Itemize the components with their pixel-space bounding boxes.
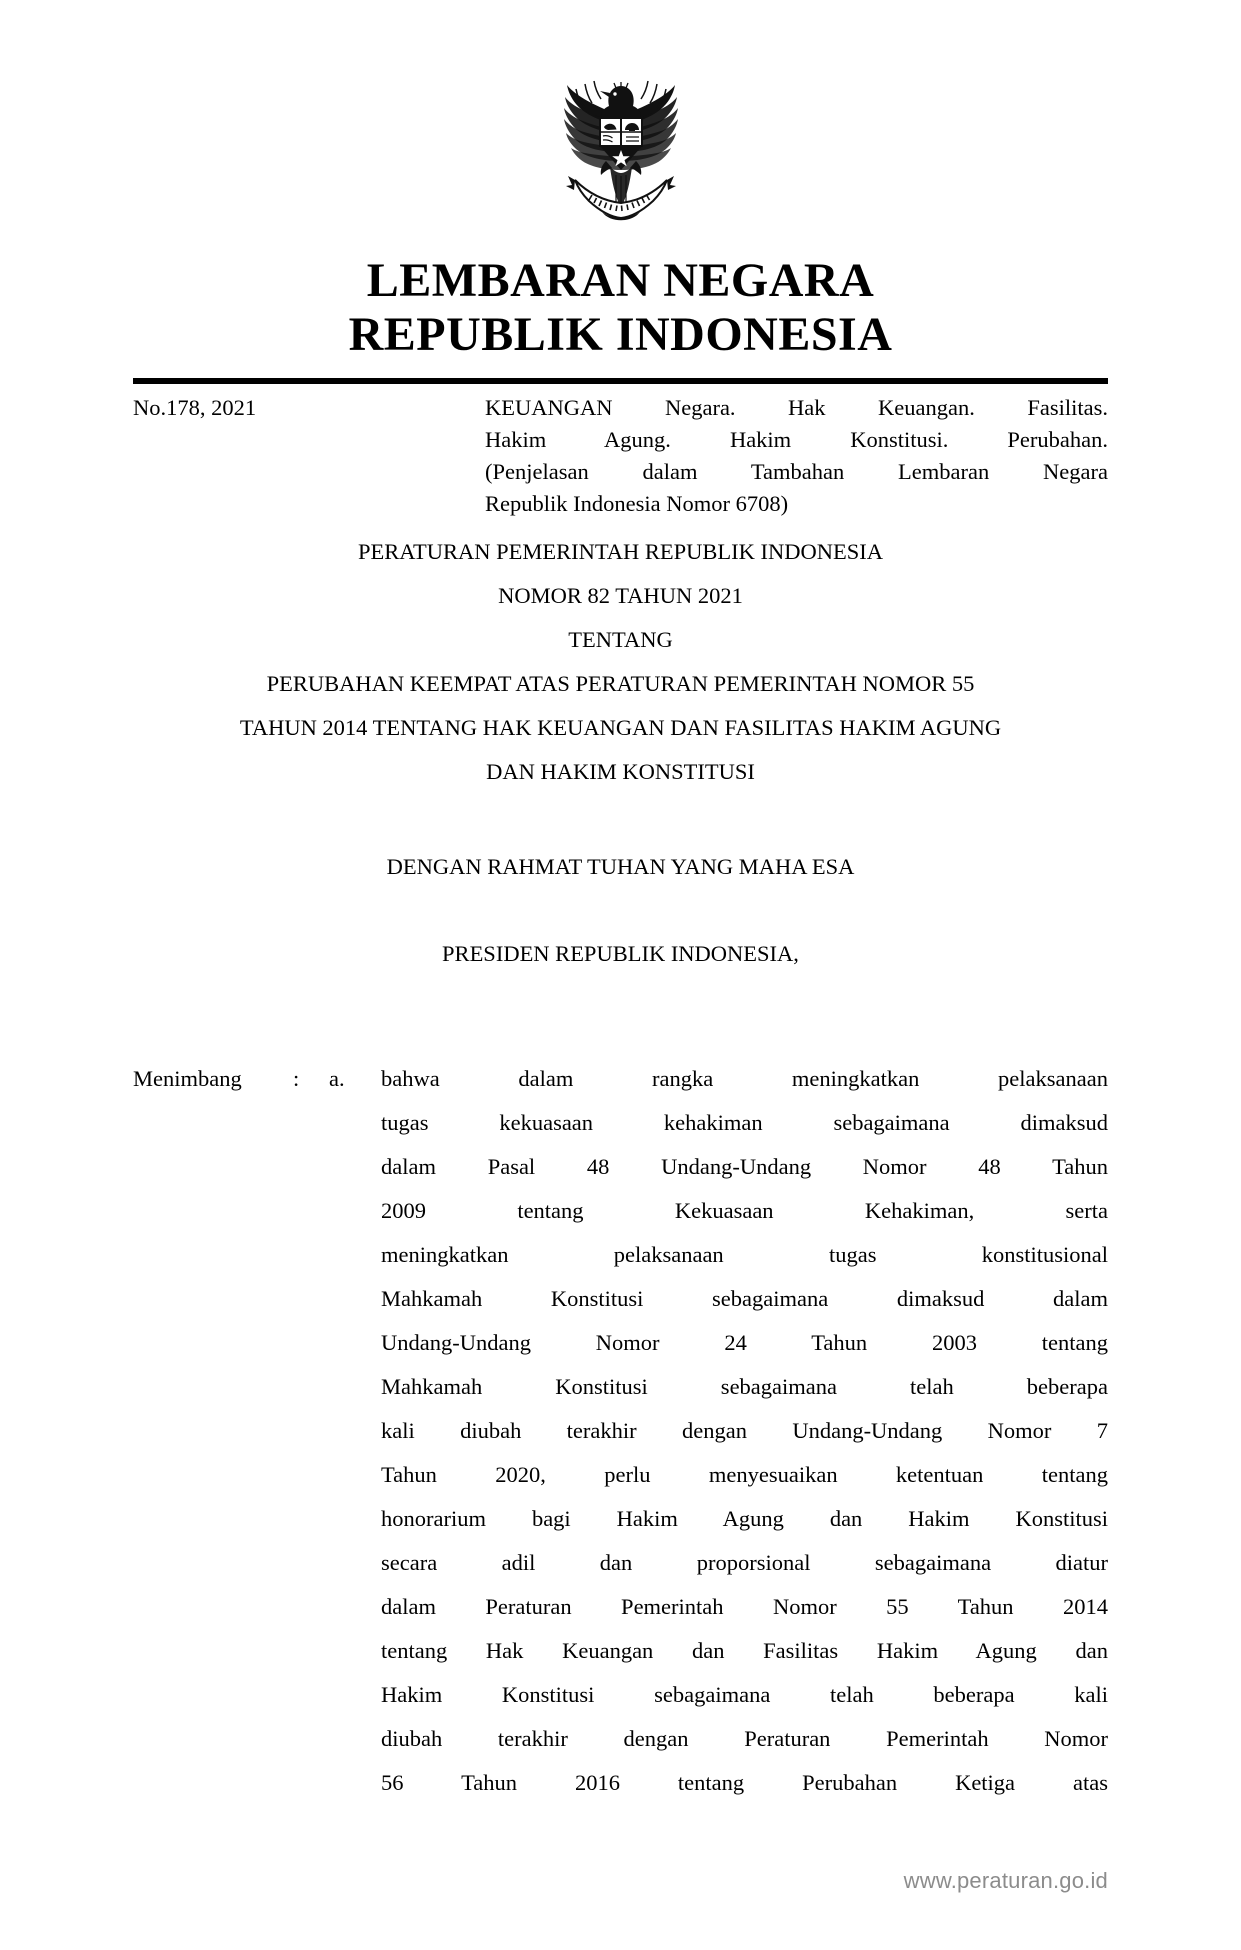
considerans-body-line: tentang Hak Keuangan dan Fasilitas Hakim Agung dan bbox=[381, 1638, 1108, 1663]
considerans-body-line: Tahun 2020, perlu menyesuaikan ketentuan tentang bbox=[381, 1462, 1108, 1487]
considerans-body-line: 2009 tentang Kekuasaan Kehakiman, serta bbox=[381, 1198, 1108, 1223]
invocation-text: DENGAN RAHMAT TUHAN YANG MAHA ESA bbox=[386, 854, 855, 879]
regulation-subject-line: PERUBAHAN KEEMPAT ATAS PERATURAN PEMERINTAH NOMOR 55 bbox=[266, 671, 975, 696]
considerans-body-line: kali diubah terakhir dengan Undang-Undang Nomor 7 bbox=[381, 1418, 1108, 1443]
gazette-descriptor-line: (Penjelasan dalam Tambahan Lembaran Negara bbox=[485, 458, 1108, 484]
regulation-number: NOMOR 82 TAHUN 2021 bbox=[498, 583, 743, 608]
about-label: TENTANG bbox=[568, 627, 673, 652]
gazette-metadata bbox=[133, 392, 1108, 520]
gazette-descriptor-line: Republik Indonesia Nomor 6708) bbox=[485, 490, 789, 516]
considerans-item-letter: a. bbox=[329, 1066, 345, 1091]
masthead bbox=[0, 62, 1241, 362]
gazette-descriptor-line: KEUANGAN Negara. Hak Keuangan. Fasilitas. bbox=[485, 395, 1108, 420]
considerans-body-line: 56 Tahun 2016 tentang Perubahan Ketiga atas bbox=[381, 1770, 1108, 1795]
footer-watermark: www.peraturan.go.id bbox=[903, 1868, 1108, 1893]
considerans-body-line: Undang-Undang Nomor 24 Tahun 2003 tentang bbox=[381, 1330, 1108, 1355]
considerans-body-line: diubah terakhir dengan Peraturan Pemerintah Nomor bbox=[381, 1726, 1108, 1751]
considerans-body-line: Mahkamah Konstitusi sebagaimana dimaksud dalam bbox=[381, 1286, 1108, 1311]
gazette-descriptor-line: Hakim Agung. Hakim Konstitusi. Perubahan. bbox=[485, 426, 1108, 452]
considerans-colon: : bbox=[293, 1066, 300, 1091]
considerans-body bbox=[381, 1057, 1108, 1805]
considerans-body-line: secara adil dan proporsional sebagaimana diatur bbox=[381, 1550, 1108, 1575]
president-line: PRESIDEN REPUBLIK INDONESIA, bbox=[442, 941, 799, 966]
gazette-descriptor bbox=[485, 392, 1108, 520]
considerans-body-line: Mahkamah Konstitusi sebagaimana telah beberapa bbox=[381, 1374, 1108, 1399]
masthead-title bbox=[0, 254, 1241, 362]
considerans-body-line: Hakim Konstitusi sebagaimana telah beberapa kali bbox=[381, 1682, 1108, 1707]
issuing-authority: PERATURAN PEMERINTAH REPUBLIK INDONESIA bbox=[357, 539, 884, 564]
considerans-section bbox=[133, 1057, 1108, 1805]
regulation-subject-line: TAHUN 2014 TENTANG HAK KEUANGAN DAN FASILITAS HAKIM AGUNG bbox=[239, 715, 1002, 740]
considerans-body-line: bahwa dalam rangka meningkatkan pelaksanaan bbox=[381, 1066, 1108, 1091]
considerans-body-line: dalam Pasal 48 Undang-Undang Nomor 48 Tahun bbox=[381, 1154, 1108, 1179]
masthead-divider-rule bbox=[133, 378, 1108, 384]
masthead-line-2: REPUBLIK INDONESIA bbox=[348, 307, 893, 361]
garuda-pancasila-emblem bbox=[546, 62, 696, 242]
considerans-body-line: tugas kekuasaan kehakiman sebagaimana dimaksud bbox=[381, 1110, 1108, 1135]
considerans-body-line: dalam Peraturan Pemerintah Nomor 55 Tahun 2014 bbox=[381, 1594, 1108, 1619]
considerans-clause-a bbox=[133, 1057, 1108, 1805]
regulation-subject-line: DAN HAKIM KONSTITUSI bbox=[486, 759, 755, 784]
considerans-body-line: honorarium bagi Hakim Agung dan Hakim Konstitusi bbox=[381, 1506, 1108, 1531]
gazette-number: No.178, 2021 bbox=[133, 395, 257, 420]
considerans-label: Menimbang bbox=[133, 1066, 242, 1091]
regulation-title-block bbox=[133, 530, 1108, 794]
considerans-body-line: meningkatkan pelaksanaan tugas konstitusional bbox=[381, 1242, 1108, 1267]
masthead-line-1: LEMBARAN NEGARA bbox=[366, 254, 875, 307]
